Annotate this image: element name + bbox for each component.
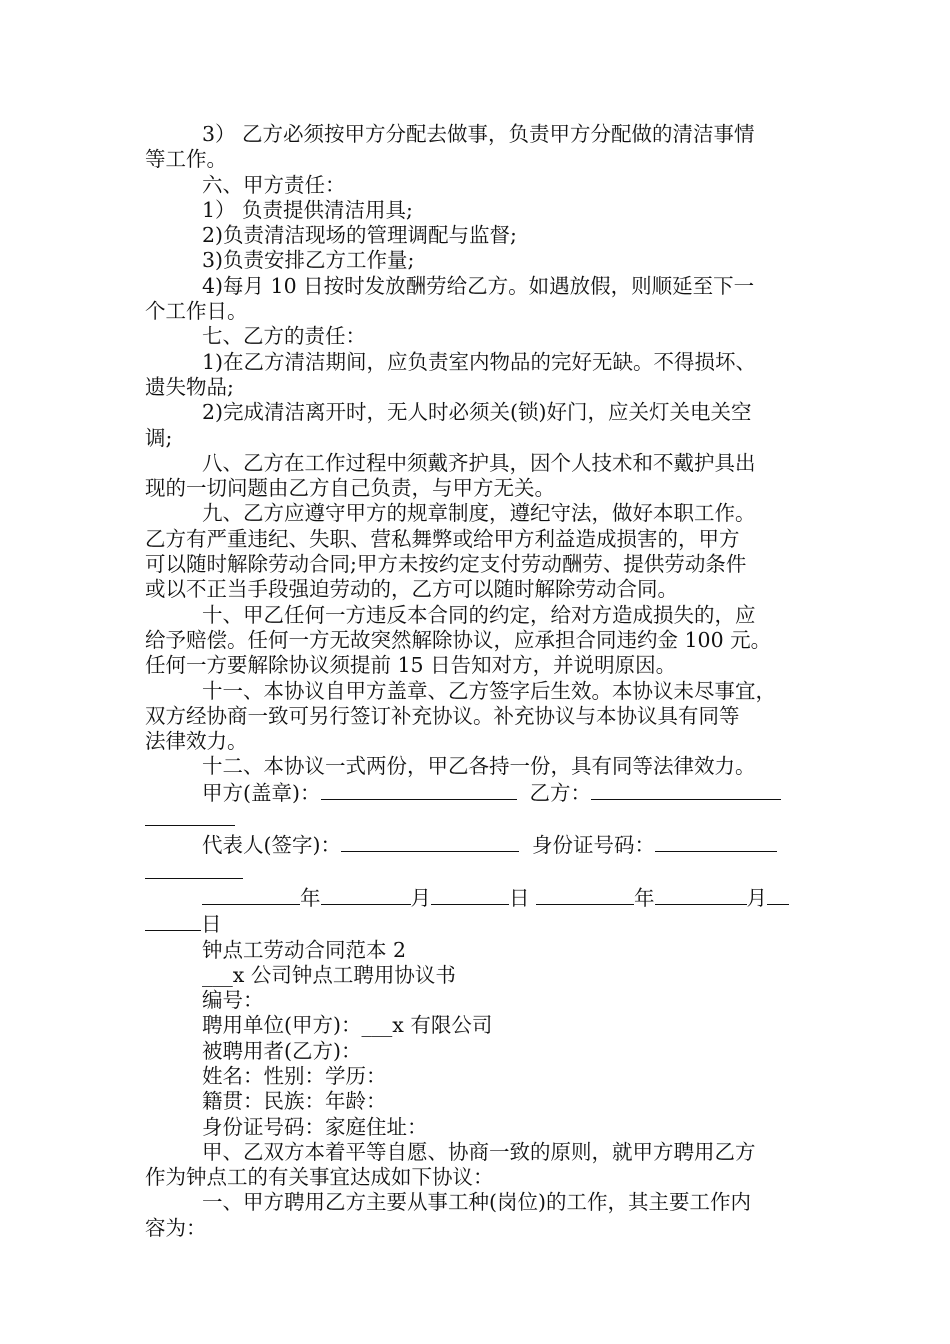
text-line: 现的一切问题由乙方自己负责，与甲方无关。 — [145, 476, 555, 501]
representative-label: 代表人(签字)： — [202, 833, 341, 858]
signature-blank — [591, 780, 781, 800]
month-label: 月 — [410, 885, 431, 910]
text-line: 法律效力。 — [145, 729, 248, 754]
year-label: 年 — [300, 885, 321, 910]
date-blank — [321, 885, 411, 905]
text-line: 容为： — [145, 1215, 207, 1240]
text-line: 调; — [145, 425, 173, 450]
info-field: 姓名：性别：学历： — [202, 1063, 387, 1088]
info-field: 身份证号码：家庭住址： — [202, 1114, 428, 1139]
text-line: 乙方有严重违纪、失职、营私舞弊或给甲方利益造成损害的，甲方 — [145, 526, 740, 551]
text-line: 可以随时解除劳动合同;甲方未按约定支付劳动酬劳、提供劳动条件 — [145, 552, 747, 577]
list-item: 2)负责清洁现场的管理调配与监督; — [202, 223, 517, 248]
date-blank — [431, 885, 509, 905]
clause: 十、甲乙任何一方违反本合同的约定，给对方造成损失的，应 — [202, 602, 756, 627]
party-b-label: 乙方： — [529, 780, 592, 805]
date-blank — [536, 885, 634, 905]
info-field: 籍贯：民族：年龄： — [202, 1089, 387, 1114]
signature-blank — [321, 780, 517, 800]
document-page — [145, 122, 813, 1241]
employer-label: 聘用单位(甲方)： — [202, 1013, 362, 1038]
date-line-continued — [145, 911, 813, 937]
agreement-title-text: x 公司钟点工聘用协议书 — [232, 962, 456, 987]
clause: 八、乙方在工作过程中须戴齐护具，因个人技术和不戴护具出 — [202, 450, 756, 475]
list-item: 1)在乙方清洁期间，应负责室内物品的完好无缺。不得损坏、 — [202, 349, 757, 374]
party-a-label: 甲方(盖章)： — [202, 780, 321, 805]
clause: 十二、本协议一式两份，甲乙各持一份，具有同等法律效力。 — [202, 754, 756, 779]
text-line: 给予赔偿。任何一方无故突然解除协议，应承担合同违约金 100 元。 — [145, 627, 772, 652]
employer-value: x 有限公司 — [392, 1013, 493, 1038]
text-line: 遗失物品; — [145, 374, 234, 399]
blank-prefix: ___ — [202, 962, 233, 987]
list-item: 4)每月 10 日按时发放酬劳给乙方。如遇放假，则顺延至下一 — [202, 273, 755, 298]
signature-line-continued — [145, 806, 813, 832]
text-line: 或以不正当手段强迫劳动的，乙方可以随时解除劳动合同。 — [145, 577, 678, 602]
signature-line-parties — [145, 780, 813, 806]
id-number-label: 身份证号码： — [532, 833, 656, 858]
signature-line-continued — [145, 859, 813, 885]
paragraph: 一、甲方聘用乙方主要从事工种(岗位)的工作，其主要工作内 — [202, 1190, 751, 1215]
employee-field: 被聘用者(乙方)： — [202, 1038, 362, 1063]
day-label: 日 — [201, 912, 222, 937]
signature-blank — [341, 832, 519, 852]
text-line: 作为钟点工的有关事宜达成如下协议： — [145, 1165, 494, 1190]
signature-blank — [145, 859, 243, 879]
year-label: 年 — [634, 885, 655, 910]
agreement-title — [145, 963, 813, 988]
text-line: 双方经协商一致可另行签订补充协议。补充协议与本协议具有同等 — [145, 703, 740, 728]
text-line: 等工作。 — [145, 147, 227, 172]
number-field: 编号： — [202, 988, 264, 1013]
clause: 九、乙方应遵守甲方的规章制度，遵纪守法，做好本职工作。 — [202, 501, 756, 526]
list-item: 3)负责安排乙方工作量; — [202, 248, 415, 273]
employer-field — [145, 1013, 813, 1038]
text-line: 任何一方要解除协议须提前 15 日告知对方，并说明原因。 — [145, 653, 677, 678]
date-line — [145, 885, 813, 911]
text-line: 个工作日。 — [145, 299, 248, 324]
list-item: 1） 负责提供清洁用具; — [202, 197, 413, 222]
day-label: 日 — [509, 885, 530, 910]
paragraph: 甲、乙双方本着平等自愿、协商一致的原则，就甲方聘用乙方 — [202, 1139, 756, 1164]
section-heading: 六、甲方责任： — [202, 172, 346, 197]
clause: 十一、本协议自甲方盖章、乙方签字后生效。本协议未尽事宜， — [202, 678, 776, 703]
list-item: 2)完成清洁离开时，无人时必须关(锁)好门，应关灯关电关空 — [202, 400, 752, 425]
text-line: 3） 乙方必须按甲方分配去做事，负责甲方分配做的清洁事情 — [202, 122, 755, 146]
signature-blank — [655, 832, 777, 852]
signature-line-representative — [145, 832, 813, 858]
section-title: 钟点工劳动合同范本 2 — [202, 937, 407, 962]
date-blank — [767, 885, 789, 905]
blank-prefix: ___ — [361, 1013, 393, 1038]
date-blank — [202, 885, 300, 905]
signature-blank — [145, 806, 235, 826]
date-blank — [145, 911, 201, 931]
date-blank — [655, 885, 747, 905]
section-heading: 七、乙方的责任： — [202, 324, 366, 349]
month-label: 月 — [746, 885, 768, 910]
